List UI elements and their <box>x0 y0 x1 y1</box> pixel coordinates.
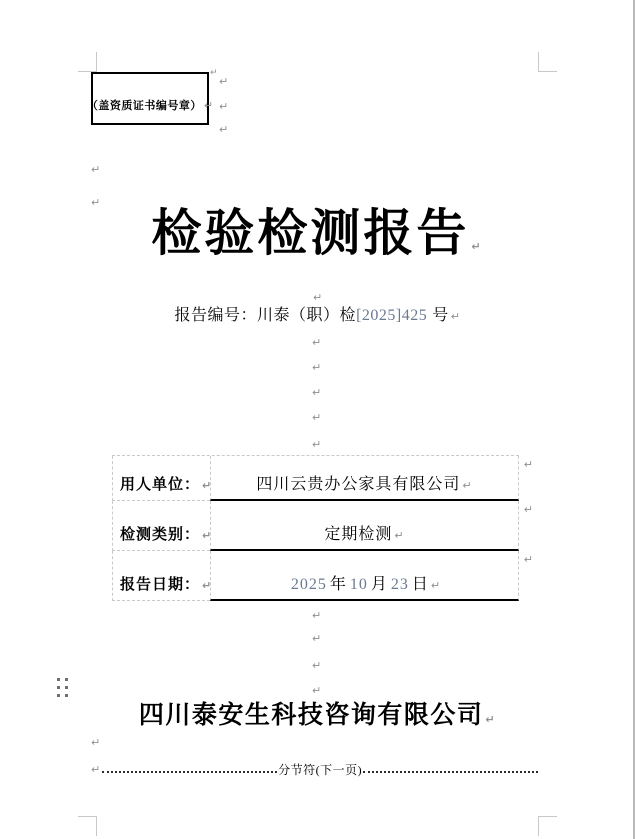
paragraph-mark-icon: ↵ <box>450 310 461 323</box>
margin-crop-mark-top-left <box>78 52 97 72</box>
paragraph-mark-icon: ↵ <box>394 529 405 542</box>
report-number-line <box>0 302 635 325</box>
paragraph-mark-icon: ↵ <box>471 240 484 253</box>
table-row-employer <box>112 456 533 501</box>
paragraph-mark-icon: ↵ <box>202 579 213 592</box>
report-title <box>0 205 635 263</box>
margin-crop-mark-bottom-right <box>538 816 557 836</box>
section-break-marker <box>91 761 538 778</box>
paragraph-mark-icon: ↵ <box>219 75 229 88</box>
paragraph-mark-icon: ↵ <box>91 163 101 176</box>
paragraph-mark-icon: ↵ <box>313 291 323 304</box>
date-month-unit: 月 <box>370 576 388 593</box>
paragraph-mark-icon: ↵ <box>219 100 229 113</box>
row-value-text: 定期检测 <box>324 526 393 543</box>
section-break-dotted-line <box>363 770 538 773</box>
paragraph-mark-icon: ↵ <box>202 529 213 542</box>
date-day: 23 <box>390 576 409 593</box>
paragraph-mark-icon: ↵ <box>462 479 473 492</box>
report-number-suffix: 号 <box>432 307 449 324</box>
table-row-report-date <box>112 551 533 601</box>
row-label <box>112 551 213 601</box>
paragraph-mark-icon: ↵ <box>485 713 497 726</box>
row-value-test-type[interactable] <box>210 501 519 551</box>
stamp-placeholder-label: （盖资质证书编号章） <box>86 100 202 112</box>
company-name-text: 四川泰安生科技咨询有限公司 <box>138 702 484 729</box>
report-number-field[interactable]: [2025]425 <box>356 307 428 324</box>
table-row-test-type <box>112 501 533 551</box>
row-value-report-date[interactable] <box>210 551 519 601</box>
paragraph-mark-icon: ↵ <box>312 361 322 374</box>
paragraph-mark-icon: ↵ <box>91 763 101 776</box>
company-name <box>0 695 635 731</box>
paragraph-mark-icon: ↵ <box>312 684 322 697</box>
paragraph-mark-icon: ↵ <box>312 632 322 645</box>
row-label <box>112 456 213 501</box>
section-break-label: 分节符(下一页) <box>278 763 363 777</box>
section-break-dotted-line <box>102 770 277 773</box>
paragraph-mark-icon: ↵ <box>312 336 322 349</box>
paragraph-mark-icon: ↵ <box>312 438 322 451</box>
row-label-text: 报告日期： <box>120 577 201 593</box>
report-title-text: 检验检测报告 <box>151 205 470 261</box>
paragraph-mark-icon: ↵ <box>91 196 101 209</box>
margin-crop-mark-top-right <box>538 52 557 72</box>
paragraph-mark-icon: ↵ <box>312 609 322 622</box>
paragraph-mark-icon: ↵ <box>312 386 322 399</box>
paragraph-mark-icon: ↵ <box>312 659 322 672</box>
date-year-unit: 年 <box>329 576 347 593</box>
paragraph-mark-icon: ↵ <box>91 736 101 749</box>
paragraph-mark-icon: ↵ <box>202 479 213 492</box>
row-label-text: 用人单位： <box>120 477 201 493</box>
date-month: 10 <box>349 576 368 593</box>
row-label-text: 检测类别： <box>120 527 201 543</box>
info-table <box>112 455 533 601</box>
paragraph-mark-icon: ↵ <box>430 579 442 592</box>
row-value-text: 四川云贵办公家具有限公司 <box>256 476 461 493</box>
paragraph-mark-icon: ↵ <box>203 98 214 112</box>
paragraph-mark-icon: ↵ <box>312 411 322 424</box>
row-end-mark-icon: ↵ <box>523 503 533 516</box>
row-label <box>112 501 213 551</box>
margin-crop-mark-bottom-left <box>78 816 97 836</box>
stamp-placeholder-box <box>86 72 214 125</box>
row-end-mark-icon: ↵ <box>523 553 533 566</box>
paragraph-mark-icon: ↵ <box>210 68 218 78</box>
paragraph-mark-icon: ↵ <box>219 123 229 136</box>
date-year: 2025 <box>290 576 327 593</box>
report-number-prefix: 报告编号：川泰（职）检 <box>174 307 357 324</box>
row-value-employer[interactable] <box>210 456 519 501</box>
row-end-mark-icon: ↵ <box>523 458 533 471</box>
date-day-unit: 日 <box>411 576 429 593</box>
